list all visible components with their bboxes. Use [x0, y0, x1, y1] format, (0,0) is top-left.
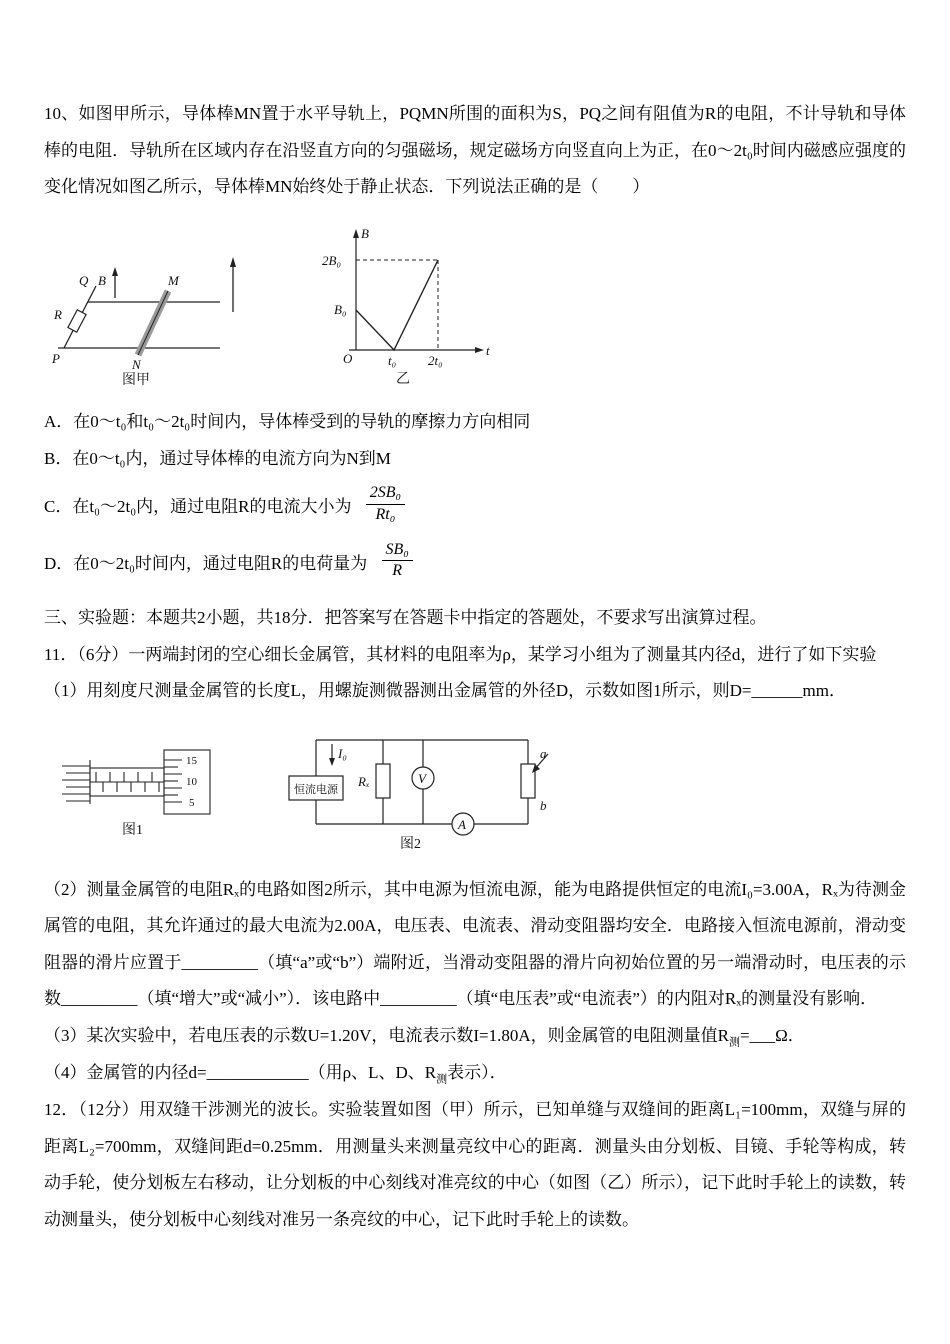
- option-d-text: D．在0～2t₀时间内，通过电阻R的电荷量为: [44, 553, 368, 573]
- question-11-part3: [44, 1018, 906, 1055]
- question-11-part1: （1）用刻度尺测量金属管的长度L，用螺旋测微器测出金属管的外径D，示数如图1所示，则D=______mm．: [44, 681, 846, 701]
- fraction-numerator: 2SB₀: [369, 484, 402, 502]
- part4-subscript: 测: [436, 1073, 448, 1086]
- figure-1-micrometer: [52, 716, 242, 838]
- question-10-text: 10、如图甲所示，导体棒MN置于水平导轨上，PQMN所围的面积为S，PQ之间有阻值为R的电阻，不计导轨和导体棒的电阻．导轨所在区域内存在沿竖直方向的匀强磁场，规定磁场方向竖直向上为正，在0～2t₀时间内磁感应强度的变化情况如图乙所示，导体棒MN始终处于静止状态．下列说法正确的是（ ）: [44, 104, 906, 197]
- label-2b0: 2B₀: [322, 252, 341, 268]
- fraction-numerator: SB₀: [385, 540, 409, 558]
- part4-text: （4）金属管的内径d=____________（用ρ、L、D、R: [44, 1063, 437, 1083]
- current-i0-arrow: [329, 744, 335, 766]
- label-source: 恒流电源: [294, 783, 338, 796]
- label-a-end: a: [540, 745, 547, 761]
- label-t0: t₀: [388, 352, 397, 368]
- caption-yi: 乙: [396, 371, 410, 386]
- caption-fig1: 图1: [122, 822, 143, 838]
- rheostat: [521, 764, 535, 798]
- caption-fig2: 图2: [400, 836, 421, 852]
- label-r: R: [54, 306, 62, 322]
- option-c-text: C．在t₀～2t₀内，通过电阻R的电流大小为: [44, 497, 352, 517]
- label-n: N: [132, 356, 141, 372]
- label-p: P: [52, 350, 60, 366]
- micrometer-drawing: [52, 716, 242, 838]
- label-ammeter: A: [458, 816, 466, 832]
- dashed-guides: [356, 260, 438, 350]
- resistor-r-box: [68, 309, 86, 331]
- label-b: B: [98, 272, 106, 288]
- part4-text-end: 表示）．: [447, 1063, 507, 1083]
- fraction-denominator: R: [382, 560, 413, 582]
- fraction-denominator: Rt₀: [366, 504, 405, 526]
- option-d: [44, 540, 906, 587]
- label-b0: B₀: [334, 301, 347, 317]
- label-b-axis: B: [361, 225, 369, 241]
- question-12-text: 12．（12分）用双缝干涉测光的波长。实验装置如图（甲）所示，已知单缝与双缝间的距离L₁=100mm，双缝与屏的距离L₂=700mm，双缝间距d=0.25mm．用测量头来测量亮纹中心的距离．测量头由分划板、目镜、手轮等构成，转动手轮，使分划板左右移动，让分划板的中心刻线对准亮纹的中心（如图（乙）所示），记下此时手轮上的读数，转动测量头，使分划板中心刻线对准另一条亮纹的中心，记下此时手轮上的读数。: [44, 1100, 906, 1229]
- part3-subscript: 测: [729, 1036, 741, 1049]
- label-q: Q: [79, 272, 89, 288]
- label-voltmeter: V: [418, 770, 426, 786]
- label-b-end: b: [540, 797, 547, 813]
- q10-figures: [52, 218, 906, 386]
- rx-resistor: [376, 764, 390, 798]
- question-11-part4: [44, 1055, 906, 1092]
- option-a: A．在0～t₀和t₀～2t₀时间内，导体棒受到的导轨的摩擦力方向相同: [44, 411, 531, 431]
- circuit-drawing: [288, 716, 563, 854]
- figure-jia-drawing: [52, 228, 252, 386]
- b-field-arrow: [112, 267, 118, 298]
- option-c-fraction: [366, 483, 405, 526]
- label-t-axis: t: [486, 342, 490, 358]
- q11-figures: [52, 716, 906, 854]
- question-11-intro: 11．（6分）一两端封闭的空心细长金属管，其材料的电阻率为ρ，某学习小组为了测量其内径d，进行了如下实验: [44, 644, 877, 664]
- option-d-fraction: [382, 540, 413, 583]
- label-2t0: 2t₀: [428, 352, 443, 368]
- thimble-label-15: 15: [186, 754, 197, 767]
- b-t-curve: [356, 260, 438, 350]
- figure-jia: [52, 228, 252, 386]
- label-m: M: [168, 272, 179, 288]
- rod-mn-outline: [138, 291, 168, 355]
- label-o: O: [343, 350, 353, 366]
- option-c: [44, 484, 906, 530]
- axes: [349, 234, 479, 350]
- question-11-part2: （2）测量金属管的电阻Rₓ的电路如图2所示，其中电源为恒流电源，能为电路提供恒定的电流I₀=3.00A，Rₓ为待测金属管的电阻，其允许通过的最大电流为2.00A，电压表、电流表、滑动变阻器均安全．电路接入恒流电源前，滑动变阻器的滑片应置于_________（填“a”或“b”）端附近，当滑动变阻器的滑片向初始位置的另一端滑动时，电压表的示数_________（填“增大”或“减小”）．该电路中_________（填“电压表”或“电流表”）的内阻对Rₓ的测量没有影响．: [44, 879, 906, 1009]
- figure-yi: [316, 218, 501, 386]
- thimble-label-10: 10: [186, 775, 197, 788]
- figure-2-circuit: [288, 716, 563, 854]
- figure-yi-drawing: [316, 218, 501, 386]
- thimble-label-5: 5: [189, 796, 195, 809]
- right-up-arrow: [230, 257, 236, 312]
- x-axis-arrowhead: [475, 347, 484, 353]
- caption-jia: 图甲: [122, 372, 150, 386]
- measured-object-hatch: [62, 760, 90, 804]
- label-i0: I₀: [338, 745, 347, 761]
- section-3-header: 三、实验题：本题共2小题，共18分．把答案写在答题卡中指定的答题处，不要求写出演算过程。: [44, 608, 767, 628]
- sleeve-scale: [90, 768, 164, 796]
- part3-text: （3）某次实验中，若电压表的示数U=1.20V，电流表示数I=1.80A，则金属管的电阻测量值R: [44, 1026, 730, 1046]
- part3-text-end: =___Ω．: [740, 1026, 805, 1046]
- option-b: B．在0～t₀内，通过导体棒的电流方向为N到M: [44, 449, 391, 469]
- y-axis-arrowhead: [353, 229, 359, 238]
- label-rx: Rₓ: [358, 773, 370, 789]
